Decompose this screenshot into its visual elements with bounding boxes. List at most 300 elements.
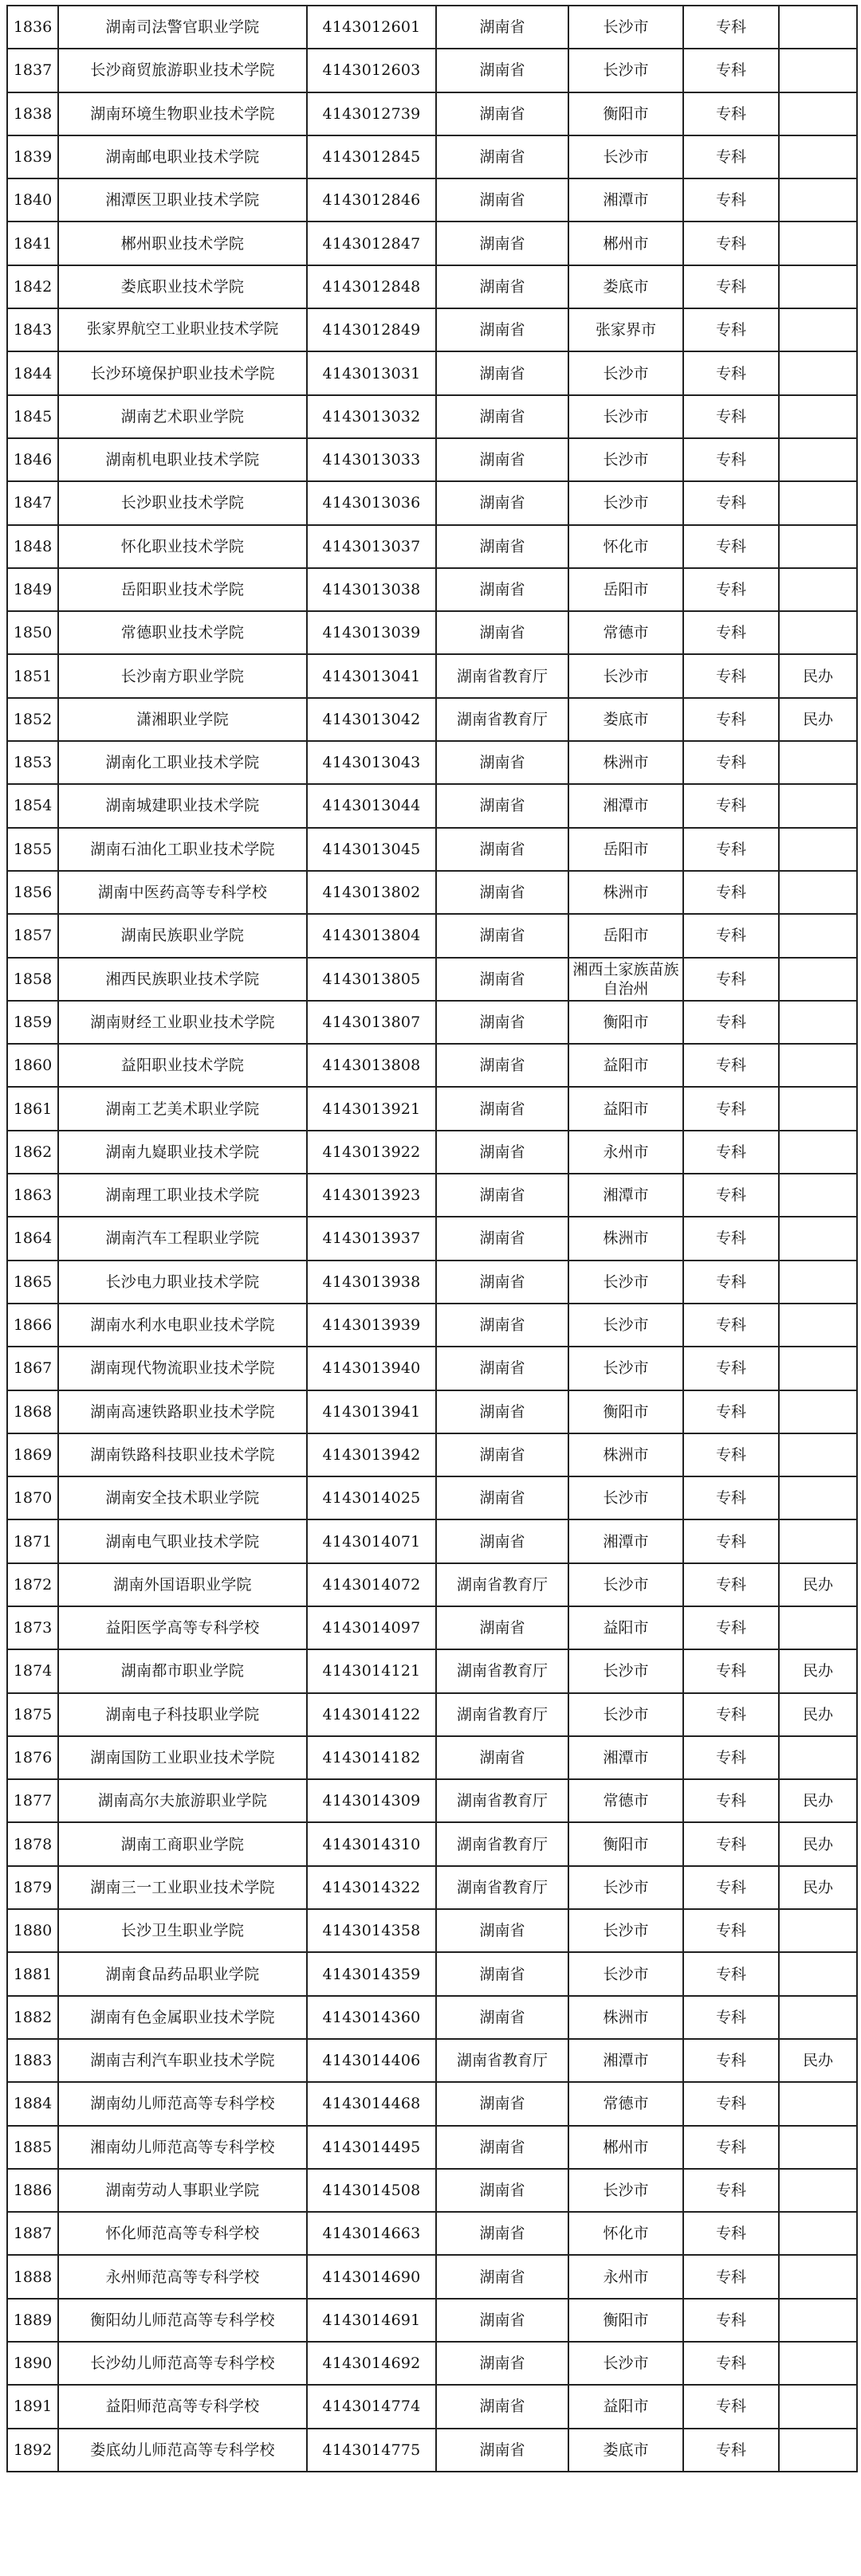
level-cell: 专科 bbox=[683, 1563, 779, 1606]
city-cell: 郴州市 bbox=[568, 222, 683, 265]
city-cell: 娄底市 bbox=[568, 265, 683, 308]
city-cell: 衡阳市 bbox=[568, 1822, 683, 1865]
table-row bbox=[7, 2385, 857, 2428]
note-cell bbox=[779, 1001, 857, 1044]
authority-cell: 湖南省 bbox=[436, 49, 568, 92]
note-cell: 民办 bbox=[779, 1822, 857, 1865]
authority-cell: 湖南省 bbox=[436, 1261, 568, 1304]
table-row bbox=[7, 698, 857, 741]
note-cell bbox=[779, 481, 857, 524]
school-code-cell: 4143012601 bbox=[307, 6, 436, 49]
authority-cell: 湖南省 bbox=[436, 178, 568, 222]
row-index-cell: 1859 bbox=[7, 1001, 58, 1044]
note-cell bbox=[779, 178, 857, 222]
school-name-cell: 怀化师范高等专科学校 bbox=[58, 2212, 307, 2255]
note-cell bbox=[779, 1909, 857, 1952]
level-cell: 专科 bbox=[683, 1044, 779, 1087]
note-cell bbox=[779, 2169, 857, 2212]
row-index-cell: 1856 bbox=[7, 871, 58, 914]
table-row bbox=[7, 1649, 857, 1692]
table-row bbox=[7, 1174, 857, 1217]
row-index-cell: 1887 bbox=[7, 2212, 58, 2255]
city-cell: 长沙市 bbox=[568, 135, 683, 178]
level-cell: 专科 bbox=[683, 741, 779, 784]
school-name-cell: 怀化职业技术学院 bbox=[58, 525, 307, 568]
table-row bbox=[7, 1996, 857, 2039]
school-code-cell: 4143014508 bbox=[307, 2169, 436, 2212]
level-cell: 专科 bbox=[683, 1087, 779, 1130]
level-cell: 专科 bbox=[683, 2255, 779, 2298]
school-name-cell: 湖南安全技术职业学院 bbox=[58, 1476, 307, 1519]
city-cell: 长沙市 bbox=[568, 395, 683, 438]
table-row bbox=[7, 1519, 857, 1562]
city-cell: 永州市 bbox=[568, 1131, 683, 1174]
city-cell: 长沙市 bbox=[568, 1347, 683, 1390]
authority-cell: 湖南省 bbox=[436, 351, 568, 394]
row-index-cell: 1890 bbox=[7, 2342, 58, 2385]
school-code-cell: 4143012739 bbox=[307, 92, 436, 135]
school-code-cell: 4143013037 bbox=[307, 525, 436, 568]
table-row bbox=[7, 871, 857, 914]
row-index-cell: 1876 bbox=[7, 1736, 58, 1779]
school-code-cell: 4143012603 bbox=[307, 49, 436, 92]
city-cell: 湘潭市 bbox=[568, 2039, 683, 2082]
level-cell: 专科 bbox=[683, 222, 779, 265]
table-row bbox=[7, 1822, 857, 1865]
city-cell: 株洲市 bbox=[568, 1996, 683, 2039]
school-name-cell: 湘西民族职业技术学院 bbox=[58, 958, 307, 1001]
note-cell bbox=[779, 265, 857, 308]
authority-cell: 湖南省 bbox=[436, 1304, 568, 1347]
row-index-cell: 1853 bbox=[7, 741, 58, 784]
school-code-cell: 4143014322 bbox=[307, 1866, 436, 1909]
level-cell: 专科 bbox=[683, 49, 779, 92]
school-code-cell: 4143014072 bbox=[307, 1563, 436, 1606]
table-row bbox=[7, 265, 857, 308]
school-code-cell: 4143013041 bbox=[307, 654, 436, 697]
school-name-cell: 湖南劳动人事职业学院 bbox=[58, 2169, 307, 2212]
level-cell: 专科 bbox=[683, 1261, 779, 1304]
table-row bbox=[7, 178, 857, 222]
level-cell: 专科 bbox=[683, 92, 779, 135]
school-name-cell: 长沙电力职业技术学院 bbox=[58, 1261, 307, 1304]
city-cell: 益阳市 bbox=[568, 1087, 683, 1130]
school-name-cell: 湖南中医药高等专科学校 bbox=[58, 871, 307, 914]
school-name-cell: 衡阳幼儿师范高等专科学校 bbox=[58, 2299, 307, 2342]
row-index-cell: 1852 bbox=[7, 698, 58, 741]
authority-cell: 湖南省 bbox=[436, 222, 568, 265]
authority-cell: 湖南省 bbox=[436, 2385, 568, 2428]
school-code-cell: 4143013939 bbox=[307, 1304, 436, 1347]
table-row bbox=[7, 568, 857, 611]
row-index-cell: 1892 bbox=[7, 2429, 58, 2472]
row-index-cell: 1855 bbox=[7, 828, 58, 871]
school-code-cell: 4143013921 bbox=[307, 1087, 436, 1130]
level-cell: 专科 bbox=[683, 2385, 779, 2428]
school-code-cell: 4143012847 bbox=[307, 222, 436, 265]
level-cell: 专科 bbox=[683, 1822, 779, 1865]
authority-cell: 湖南省 bbox=[436, 1433, 568, 1476]
table-row bbox=[7, 92, 857, 135]
city-cell: 衡阳市 bbox=[568, 1390, 683, 1433]
city-cell: 长沙市 bbox=[568, 351, 683, 394]
row-index-cell: 1858 bbox=[7, 958, 58, 1001]
school-code-cell: 4143014097 bbox=[307, 1606, 436, 1649]
authority-cell: 湖南省 bbox=[436, 1131, 568, 1174]
table-row bbox=[7, 654, 857, 697]
authority-cell: 湖南省 bbox=[436, 1909, 568, 1952]
note-cell: 民办 bbox=[779, 1779, 857, 1822]
note-cell: 民办 bbox=[779, 1693, 857, 1736]
note-cell bbox=[779, 2429, 857, 2472]
city-cell: 湘潭市 bbox=[568, 784, 683, 827]
school-code-cell: 4143013804 bbox=[307, 914, 436, 957]
row-index-cell: 1874 bbox=[7, 1649, 58, 1692]
level-cell: 专科 bbox=[683, 1347, 779, 1390]
school-code-cell: 4143013938 bbox=[307, 1261, 436, 1304]
row-index-cell: 1837 bbox=[7, 49, 58, 92]
school-code-cell: 4143014359 bbox=[307, 1952, 436, 1995]
level-cell: 专科 bbox=[683, 1779, 779, 1822]
level-cell: 专科 bbox=[683, 351, 779, 394]
row-index-cell: 1891 bbox=[7, 2385, 58, 2428]
authority-cell: 湖南省 bbox=[436, 438, 568, 481]
note-cell bbox=[779, 741, 857, 784]
school-name-cell: 永州师范高等专科学校 bbox=[58, 2255, 307, 2298]
school-code-cell: 4143012849 bbox=[307, 308, 436, 351]
school-name-cell: 湖南汽车工程职业学院 bbox=[58, 1217, 307, 1260]
level-cell: 专科 bbox=[683, 2429, 779, 2472]
note-cell bbox=[779, 784, 857, 827]
city-cell: 长沙市 bbox=[568, 1952, 683, 1995]
authority-cell: 湖南省 bbox=[436, 1217, 568, 1260]
note-cell: 民办 bbox=[779, 1866, 857, 1909]
school-code-cell: 4143013039 bbox=[307, 611, 436, 654]
school-code-cell: 4143014663 bbox=[307, 2212, 436, 2255]
authority-cell: 湖南省 bbox=[436, 2212, 568, 2255]
city-cell: 长沙市 bbox=[568, 654, 683, 697]
city-cell: 长沙市 bbox=[568, 1693, 683, 1736]
level-cell: 专科 bbox=[683, 1736, 779, 1779]
note-cell bbox=[779, 1476, 857, 1519]
level-cell: 专科 bbox=[683, 654, 779, 697]
table-row bbox=[7, 1736, 857, 1779]
school-name-cell: 湖南高尔夫旅游职业学院 bbox=[58, 1779, 307, 1822]
table-row bbox=[7, 1217, 857, 1260]
authority-cell: 湖南省 bbox=[436, 784, 568, 827]
city-cell: 湘潭市 bbox=[568, 1174, 683, 1217]
note-cell bbox=[779, 1261, 857, 1304]
authority-cell: 湖南省 bbox=[436, 1476, 568, 1519]
level-cell: 专科 bbox=[683, 1909, 779, 1952]
note-cell bbox=[779, 958, 857, 1001]
school-code-cell: 4143013036 bbox=[307, 481, 436, 524]
authority-cell: 湖南省教育厅 bbox=[436, 1563, 568, 1606]
school-name-cell: 湘南幼儿师范高等专科学校 bbox=[58, 2126, 307, 2169]
city-cell: 湘西土家族苗族自治州 bbox=[568, 958, 683, 1001]
school-name-cell: 长沙职业技术学院 bbox=[58, 481, 307, 524]
city-cell: 常德市 bbox=[568, 611, 683, 654]
authority-cell: 湖南省 bbox=[436, 1001, 568, 1044]
authority-cell: 湖南省 bbox=[436, 1044, 568, 1087]
school-name-cell: 湖南吉利汽车职业技术学院 bbox=[58, 2039, 307, 2082]
note-cell bbox=[779, 395, 857, 438]
school-code-cell: 4143014122 bbox=[307, 1693, 436, 1736]
table-row bbox=[7, 438, 857, 481]
row-index-cell: 1877 bbox=[7, 1779, 58, 1822]
table-row bbox=[7, 741, 857, 784]
note-cell bbox=[779, 2299, 857, 2342]
level-cell: 专科 bbox=[683, 2212, 779, 2255]
table-row bbox=[7, 914, 857, 957]
row-index-cell: 1888 bbox=[7, 2255, 58, 2298]
row-index-cell: 1847 bbox=[7, 481, 58, 524]
school-code-cell: 4143013805 bbox=[307, 958, 436, 1001]
note-cell: 民办 bbox=[779, 1649, 857, 1692]
school-code-cell: 4143013942 bbox=[307, 1433, 436, 1476]
school-code-cell: 4143013033 bbox=[307, 438, 436, 481]
school-name-cell: 潇湘职业学院 bbox=[58, 698, 307, 741]
note-cell: 民办 bbox=[779, 654, 857, 697]
city-cell: 岳阳市 bbox=[568, 568, 683, 611]
level-cell: 专科 bbox=[683, 135, 779, 178]
school-name-cell: 郴州职业技术学院 bbox=[58, 222, 307, 265]
authority-cell: 湖南省 bbox=[436, 525, 568, 568]
school-name-cell: 湖南司法警官职业学院 bbox=[58, 6, 307, 49]
institution-table bbox=[6, 5, 858, 2472]
school-name-cell: 湖南电子科技职业学院 bbox=[58, 1693, 307, 1736]
table-row bbox=[7, 2429, 857, 2472]
table-row bbox=[7, 1606, 857, 1649]
school-code-cell: 4143014690 bbox=[307, 2255, 436, 2298]
level-cell: 专科 bbox=[683, 395, 779, 438]
school-code-cell: 4143013937 bbox=[307, 1217, 436, 1260]
school-code-cell: 4143013922 bbox=[307, 1131, 436, 1174]
city-cell: 衡阳市 bbox=[568, 2299, 683, 2342]
city-cell: 长沙市 bbox=[568, 438, 683, 481]
table-row bbox=[7, 2126, 857, 2169]
city-cell: 郴州市 bbox=[568, 2126, 683, 2169]
school-code-cell: 4143013043 bbox=[307, 741, 436, 784]
note-cell: 民办 bbox=[779, 698, 857, 741]
table-row bbox=[7, 135, 857, 178]
row-index-cell: 1861 bbox=[7, 1087, 58, 1130]
school-code-cell: 4143014774 bbox=[307, 2385, 436, 2428]
note-cell bbox=[779, 1217, 857, 1260]
table-row bbox=[7, 1390, 857, 1433]
school-name-cell: 长沙商贸旅游职业技术学院 bbox=[58, 49, 307, 92]
row-index-cell: 1857 bbox=[7, 914, 58, 957]
authority-cell: 湖南省 bbox=[436, 1519, 568, 1562]
row-index-cell: 1862 bbox=[7, 1131, 58, 1174]
city-cell: 长沙市 bbox=[568, 49, 683, 92]
school-code-cell: 4143014309 bbox=[307, 1779, 436, 1822]
authority-cell: 湖南省 bbox=[436, 568, 568, 611]
note-cell bbox=[779, 1174, 857, 1217]
school-name-cell: 湖南外国语职业学院 bbox=[58, 1563, 307, 1606]
level-cell: 专科 bbox=[683, 611, 779, 654]
note-cell bbox=[779, 1736, 857, 1779]
table-row bbox=[7, 2212, 857, 2255]
city-cell: 永州市 bbox=[568, 2255, 683, 2298]
school-code-cell: 4143014360 bbox=[307, 1996, 436, 2039]
level-cell: 专科 bbox=[683, 828, 779, 871]
note-cell bbox=[779, 914, 857, 957]
authority-cell: 湖南省 bbox=[436, 1347, 568, 1390]
level-cell: 专科 bbox=[683, 871, 779, 914]
authority-cell: 湖南省 bbox=[436, 1952, 568, 1995]
school-name-cell: 湖南高速铁路职业技术学院 bbox=[58, 1390, 307, 1433]
authority-cell: 湖南省教育厅 bbox=[436, 1649, 568, 1692]
school-code-cell: 4143014468 bbox=[307, 2082, 436, 2125]
authority-cell: 湖南省 bbox=[436, 6, 568, 49]
authority-cell: 湖南省 bbox=[436, 308, 568, 351]
school-name-cell: 湖南化工职业技术学院 bbox=[58, 741, 307, 784]
level-cell: 专科 bbox=[683, 2169, 779, 2212]
row-index-cell: 1850 bbox=[7, 611, 58, 654]
city-cell: 岳阳市 bbox=[568, 828, 683, 871]
level-cell: 专科 bbox=[683, 958, 779, 1001]
note-cell bbox=[779, 2342, 857, 2385]
note-cell bbox=[779, 871, 857, 914]
table-row bbox=[7, 611, 857, 654]
table-row bbox=[7, 1304, 857, 1347]
authority-cell: 湖南省 bbox=[436, 1174, 568, 1217]
row-index-cell: 1836 bbox=[7, 6, 58, 49]
school-code-cell: 4143013808 bbox=[307, 1044, 436, 1087]
note-cell bbox=[779, 1131, 857, 1174]
row-index-cell: 1878 bbox=[7, 1822, 58, 1865]
school-name-cell: 湘潭医卫职业技术学院 bbox=[58, 178, 307, 222]
table-row bbox=[7, 1909, 857, 1952]
school-name-cell: 岳阳职业技术学院 bbox=[58, 568, 307, 611]
table-row bbox=[7, 1131, 857, 1174]
school-name-cell: 益阳职业技术学院 bbox=[58, 1044, 307, 1087]
level-cell: 专科 bbox=[683, 1174, 779, 1217]
note-cell bbox=[779, 1347, 857, 1390]
authority-cell: 湖南省 bbox=[436, 2342, 568, 2385]
table-row bbox=[7, 2082, 857, 2125]
table-row bbox=[7, 1433, 857, 1476]
row-index-cell: 1880 bbox=[7, 1909, 58, 1952]
school-code-cell: 4143012845 bbox=[307, 135, 436, 178]
row-index-cell: 1839 bbox=[7, 135, 58, 178]
city-cell: 长沙市 bbox=[568, 481, 683, 524]
note-cell bbox=[779, 308, 857, 351]
authority-cell: 湖南省教育厅 bbox=[436, 1779, 568, 1822]
row-index-cell: 1885 bbox=[7, 2126, 58, 2169]
level-cell: 专科 bbox=[683, 2342, 779, 2385]
school-code-cell: 4143014775 bbox=[307, 2429, 436, 2472]
school-name-cell: 湖南幼儿师范高等专科学校 bbox=[58, 2082, 307, 2125]
note-cell bbox=[779, 828, 857, 871]
note-cell bbox=[779, 1606, 857, 1649]
city-cell: 岳阳市 bbox=[568, 914, 683, 957]
note-cell bbox=[779, 1519, 857, 1562]
city-cell: 株洲市 bbox=[568, 741, 683, 784]
school-name-cell: 益阳医学高等专科学校 bbox=[58, 1606, 307, 1649]
school-name-cell: 湖南现代物流职业技术学院 bbox=[58, 1347, 307, 1390]
row-index-cell: 1846 bbox=[7, 438, 58, 481]
table-row bbox=[7, 481, 857, 524]
note-cell: 民办 bbox=[779, 2039, 857, 2082]
level-cell: 专科 bbox=[683, 914, 779, 957]
city-cell: 湘潭市 bbox=[568, 1519, 683, 1562]
level-cell: 专科 bbox=[683, 2126, 779, 2169]
level-cell: 专科 bbox=[683, 1693, 779, 1736]
authority-cell: 湖南省 bbox=[436, 1996, 568, 2039]
level-cell: 专科 bbox=[683, 1433, 779, 1476]
city-cell: 常德市 bbox=[568, 1779, 683, 1822]
authority-cell: 湖南省 bbox=[436, 2126, 568, 2169]
school-code-cell: 4143012848 bbox=[307, 265, 436, 308]
table-row bbox=[7, 1779, 857, 1822]
table-row bbox=[7, 958, 857, 1001]
city-cell: 常德市 bbox=[568, 2082, 683, 2125]
row-index-cell: 1873 bbox=[7, 1606, 58, 1649]
row-index-cell: 1863 bbox=[7, 1174, 58, 1217]
table-row bbox=[7, 308, 857, 351]
level-cell: 专科 bbox=[683, 1476, 779, 1519]
note-cell bbox=[779, 611, 857, 654]
school-code-cell: 4143014495 bbox=[307, 2126, 436, 2169]
row-index-cell: 1875 bbox=[7, 1693, 58, 1736]
row-index-cell: 1842 bbox=[7, 265, 58, 308]
authority-cell: 湖南省教育厅 bbox=[436, 1866, 568, 1909]
table-row bbox=[7, 222, 857, 265]
authority-cell: 湖南省教育厅 bbox=[436, 698, 568, 741]
school-name-cell: 长沙南方职业学院 bbox=[58, 654, 307, 697]
city-cell: 株洲市 bbox=[568, 871, 683, 914]
note-cell bbox=[779, 92, 857, 135]
table-row bbox=[7, 351, 857, 394]
authority-cell: 湖南省 bbox=[436, 2299, 568, 2342]
school-name-cell: 湖南三一工业职业技术学院 bbox=[58, 1866, 307, 1909]
city-cell: 长沙市 bbox=[568, 1649, 683, 1692]
table-row bbox=[7, 1044, 857, 1087]
school-name-cell: 湖南九嶷职业技术学院 bbox=[58, 1131, 307, 1174]
level-cell: 专科 bbox=[683, 178, 779, 222]
level-cell: 专科 bbox=[683, 308, 779, 351]
city-cell: 长沙市 bbox=[568, 1476, 683, 1519]
city-cell: 益阳市 bbox=[568, 1606, 683, 1649]
table-row bbox=[7, 1563, 857, 1606]
school-code-cell: 4143012846 bbox=[307, 178, 436, 222]
row-index-cell: 1851 bbox=[7, 654, 58, 697]
city-cell: 长沙市 bbox=[568, 1563, 683, 1606]
authority-cell: 湖南省 bbox=[436, 2429, 568, 2472]
school-name-cell: 湖南邮电职业技术学院 bbox=[58, 135, 307, 178]
level-cell: 专科 bbox=[683, 568, 779, 611]
school-name-cell: 益阳师范高等专科学校 bbox=[58, 2385, 307, 2428]
table-row bbox=[7, 2342, 857, 2385]
authority-cell: 湖南省 bbox=[436, 611, 568, 654]
school-code-cell: 4143014691 bbox=[307, 2299, 436, 2342]
school-code-cell: 4143014182 bbox=[307, 1736, 436, 1779]
table-row bbox=[7, 1261, 857, 1304]
table-row bbox=[7, 2299, 857, 2342]
city-cell: 长沙市 bbox=[568, 1866, 683, 1909]
authority-cell: 湖南省 bbox=[436, 1606, 568, 1649]
note-cell bbox=[779, 1952, 857, 1995]
table-row bbox=[7, 2169, 857, 2212]
authority-cell: 湖南省 bbox=[436, 1736, 568, 1779]
row-index-cell: 1872 bbox=[7, 1563, 58, 1606]
row-index-cell: 1886 bbox=[7, 2169, 58, 2212]
city-cell: 长沙市 bbox=[568, 1909, 683, 1952]
row-index-cell: 1844 bbox=[7, 351, 58, 394]
school-name-cell: 湖南理工职业技术学院 bbox=[58, 1174, 307, 1217]
